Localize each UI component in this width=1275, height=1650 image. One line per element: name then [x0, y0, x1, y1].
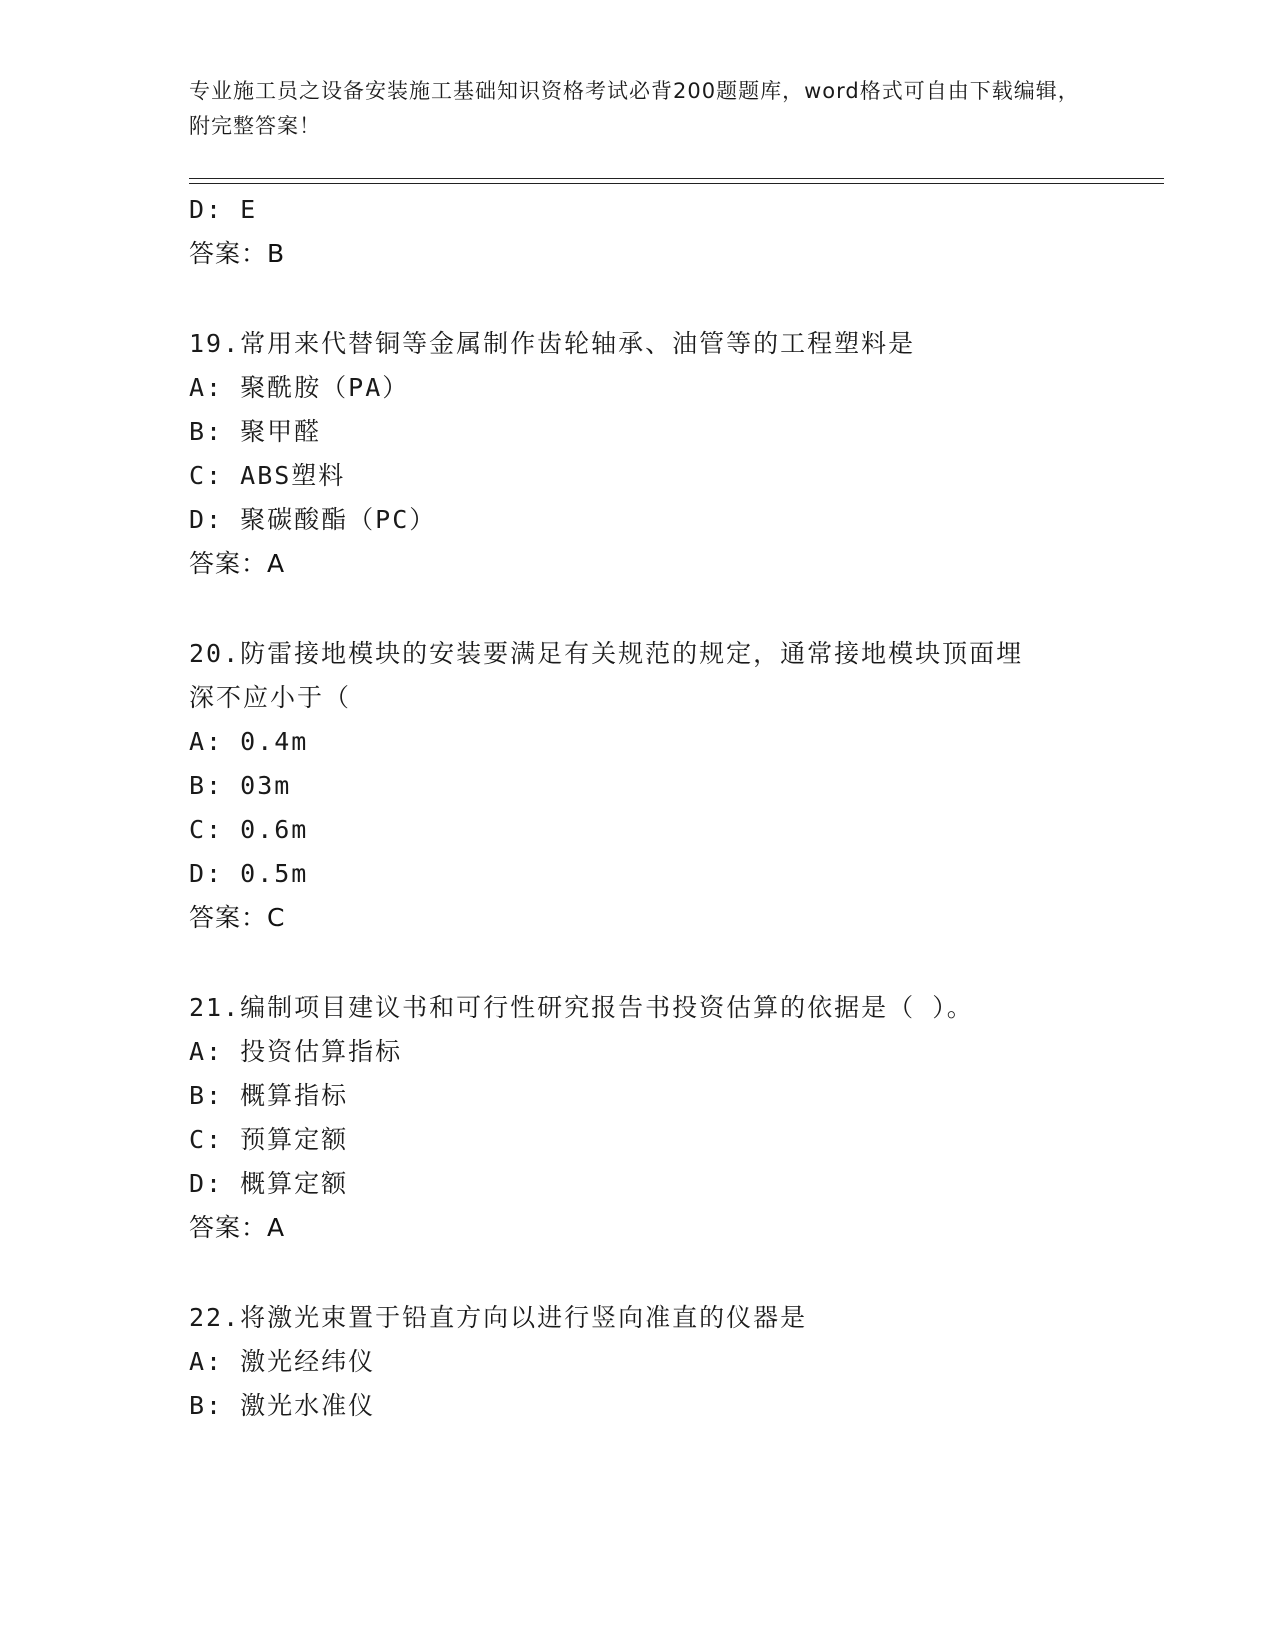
q21-option-b: B: 概算指标 — [189, 1081, 349, 1110]
q22-option-b: B: 激光水准仪 — [189, 1391, 376, 1420]
q18-option-d: D: E — [189, 195, 258, 224]
q20-option-a: A: 0.4m — [189, 727, 309, 756]
q19-option-d: D: 聚碳酸酯（PC） — [189, 505, 437, 534]
q19-option-c: C: ABS塑料 — [189, 461, 346, 490]
q20-stem-line2: 深不应小于（ — [189, 683, 352, 712]
header-divider-top — [189, 178, 1164, 179]
header-divider-bottom — [189, 183, 1164, 184]
q19-stem: 19.常用来代替铜等金属制作齿轮轴承、油管等的工程塑料是 — [189, 329, 916, 358]
q19-option-b: B: 聚甲醛 — [189, 417, 322, 446]
q22-stem: 22.将激光束置于铅直方向以进行竖向准直的仪器是 — [189, 1303, 808, 1332]
q21-option-c: C: 预算定额 — [189, 1125, 349, 1154]
q20-stem-line1: 20.防雷接地模块的安装要满足有关规范的规定，通常接地模块顶面埋 — [189, 639, 1024, 668]
q20-option-d: D: 0.5m — [189, 859, 309, 888]
document-header: 专业施工员之设备安装施工基础知识资格考试必背200题题库，word格式可自由下载编辑，附完整答案！ — [189, 79, 1080, 138]
q20-option-c: C: 0.6m — [189, 815, 309, 844]
q21-answer: 答案：A — [189, 1213, 286, 1242]
q18-answer: 答案：B — [189, 239, 286, 268]
q21-option-a: A: 投资估算指标 — [189, 1037, 403, 1066]
q19-option-a: A: 聚酰胺（PA） — [189, 373, 410, 402]
q21-stem: 21.编制项目建议书和可行性研究报告书投资估算的依据是（ ）。 — [189, 993, 974, 1022]
q21-option-d: D: 概算定额 — [189, 1169, 349, 1198]
q20-option-b: B: 03m — [189, 771, 292, 800]
q22-option-a: A: 激光经纬仪 — [189, 1347, 376, 1376]
q20-answer: 答案：C — [189, 903, 286, 932]
q19-answer: 答案：A — [189, 549, 286, 578]
